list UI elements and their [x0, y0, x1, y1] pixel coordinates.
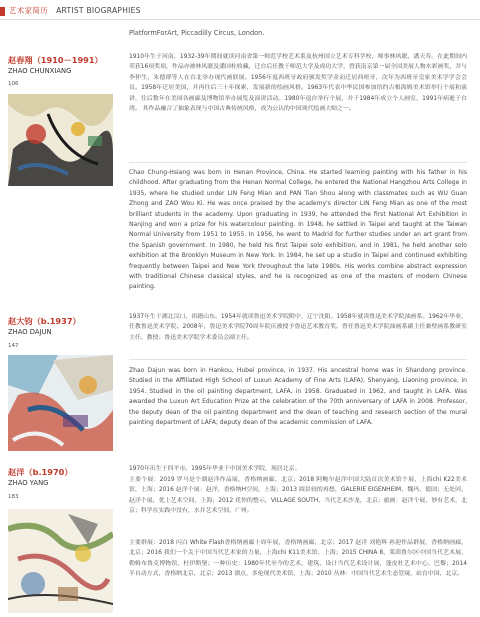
artist-years: （1910－1991）: [32, 55, 103, 65]
artist-years: （b.1937）: [32, 316, 81, 326]
artist-name-en: ZHAO CHUNXIANG: [8, 67, 72, 75]
artwork-page-number: 147: [8, 343, 19, 349]
artist-bio-english: Chao Chung-Hsiang was born in Henan Province, China. He started learning painting with his father in his childhood. After graduating from the Henan Normal College, he entered the National Hangzhou Arts College in 1935, where he studied under LIN Feng Mian and PAN Tian Shou along with classmates such as WU Guan Zhong and ZAO Wou Ki. He was once praised by the academy's director LIN Feng Mian as one of the most brilliant students in the academy. Upon graduating in 1939, he attended the first National Art Exhibition in Nanjing and won a prize for his watercolour painting. In 1948, he settled in Taipei and taught at the Taiwan Normal University from 1951 to 1955. In 1956, he went to Madrid for further studies under an art grant from the Spanish government. In 1980, he held his first Taipei solo exhibition, and in 1981, he held another solo exhibition at the Brooklyn Museum in New York. In 1984, he set up a studio in Taipei and continued exhibiting frequently between Taipei and New York throughout the late 1980s. His works combine abstract expression with traditional Chinese classical styles, and he is recognized as one of the masters of modern Chinese painting.: [129, 169, 467, 291]
artist-years: （b.1970）: [24, 467, 73, 477]
artwork-thumbnail: [8, 355, 113, 451]
section-title: [9, 5, 141, 16]
artist-bio-chinese: 1910年生于河南，1932-39年期间就读河南省第一师范学校艺术系及杭州国立艺术专科学校，师事林风眠、潘天寿。在此期间内荣获16项奖项，作品亦被林风眠及潘国柱收藏，迁台后任教于师范大学及成功大学，曾获南京第一届全国美展人物水彩画奖，并与李仲生、朱德群等人在台北举办现代画联展。1956年返西班牙政府颁发奖学金而迁居西班牙，次年为西班牙皇家美术学学会会员。1958年迁居美国，并再往后三十年探索，发展新的绘画风格。1963年代表中华民国参加纽约古根海姆美术馆举行个展和演讲，往后数年在美国各画廊及博物馆举办展览及演讲活动。1980年返台举行个展，并于1984年成立个人画室，1991年病逝于台湾。 其作品融合了抽象表现与中国古典传统风格，成为公认的中国现代绘画大师之一。: [129, 54, 467, 113]
artist-bio-solo-exhibitions: 主要个展：2019 罗马是个湖赵洋作品展，香格纳画廊，北京；2018 阿鲍尔赵洋中国大陆首次美术馆个展，上海chi K22美术馆，上海；2016 赵洋个展：赵洋，香格纳H空间，上海；2013 圆景较的再想，GALERIE EIGENHEIM，魏玛，德国；无处回，赵洋个展，优上艺术空间，上海；2012 优你的整示，VILLAGE SOUTH，当代艺术沙龙，北京；旅画：赵洋个展，妙有艺术，北京；科学在实践中没有，水井艺术空间，广州。: [129, 477, 467, 515]
artist-bio-chinese-intro: 1970年出生于四平市。1995年毕业于中国美术学院，现居北京。: [129, 466, 301, 472]
artist-name: [8, 55, 103, 66]
artwork-page-number: 106: [8, 81, 19, 87]
bio-divider: [129, 359, 467, 360]
previous-bio-continuation: PlatformForArt, Piccadilly Circus, London.: [129, 29, 265, 37]
artist-name-cn: 赵洋: [8, 467, 25, 477]
section-title-en: ARTIST BIOGRAPHIES: [56, 6, 141, 15]
artist-name-cn: 赵大钧: [8, 316, 33, 326]
artwork-thumbnail: [8, 509, 113, 613]
artist-name-cn: 赵春翔: [8, 55, 33, 65]
artist-name-en: ZHAO YANG: [8, 479, 49, 487]
artist-bio-english: Zhao Dajun was born in Hankou, Hubei province, in 1937. His ancestral home was in Shandong province. Studied in the Affiliated High School of Luxun Academy of Fine Arts (LAFA), Shenyang, Liaoning province, in 1954. Studied in the oil painting department, LAFA, in 1958. Graduated in 1962, and taught in LAFA. Was awarded the Luxun Art Education Prize at the celebration of the 70th anniversary of LAFA in 2008. Professor, the deputy dean of the oil painting department and the dean of teaching and research section of the mural painting department of LAFA; deputy dean of the academic commission of LAFA.: [129, 367, 467, 427]
section-title-cn: 艺术家简历: [9, 6, 48, 15]
artist-name: [8, 316, 81, 327]
section-marker: [0, 7, 5, 16]
header-divider: [0, 19, 480, 20]
artist-name: [8, 467, 73, 478]
artwork-thumbnail: [8, 94, 113, 186]
artist-bio-chinese: 1937年生于湖北汉口，祖籍山东。1954年就读鲁迅美术学院附中，辽宁沈阳。1958年就读鲁迅美术学院油画系。1962年毕业，任教鲁迅美术学院。2008年，鲁迅美术学院70周年院庆被授予鲁迅艺术教育奖。曾任鲁迅美术学院油画系副主任兼壁画系教研室主任、教授；鲁迅美术学院学术委员会副主任。: [129, 314, 467, 341]
artwork-page-number: 183: [8, 494, 19, 500]
bio-divider: [129, 162, 467, 163]
page-header: [0, 0, 480, 22]
artist-bio-group-exhibitions: 主要群展：2018 闪白 White Flash香格纳画廊十周年展，香格纳画廊，北京；2017 赵洋 刘艳辉 孙迎作品群展，香格纳画廊，北京；2016 我们一个关于中国当代艺术家的力量，上海chi K11美术馆，上海；2015 CHINA 8，莱茵鲁尔区中国当代艺术展，勒姆布鲁克博物馆，杜伊斯堡；一种历史：1980年代至今的艺术、建筑、设计当代艺术设计展，蓬皮杜艺术中心，巴黎；2014 半自动方式，香格纳北京，北京；2013 漂点，多伦现代美术馆，上海；2010 丛林：中国当代艺术生态管窥，站台中国，北京。: [129, 540, 467, 578]
artist-name-en: ZHAO DAJUN: [8, 328, 52, 336]
